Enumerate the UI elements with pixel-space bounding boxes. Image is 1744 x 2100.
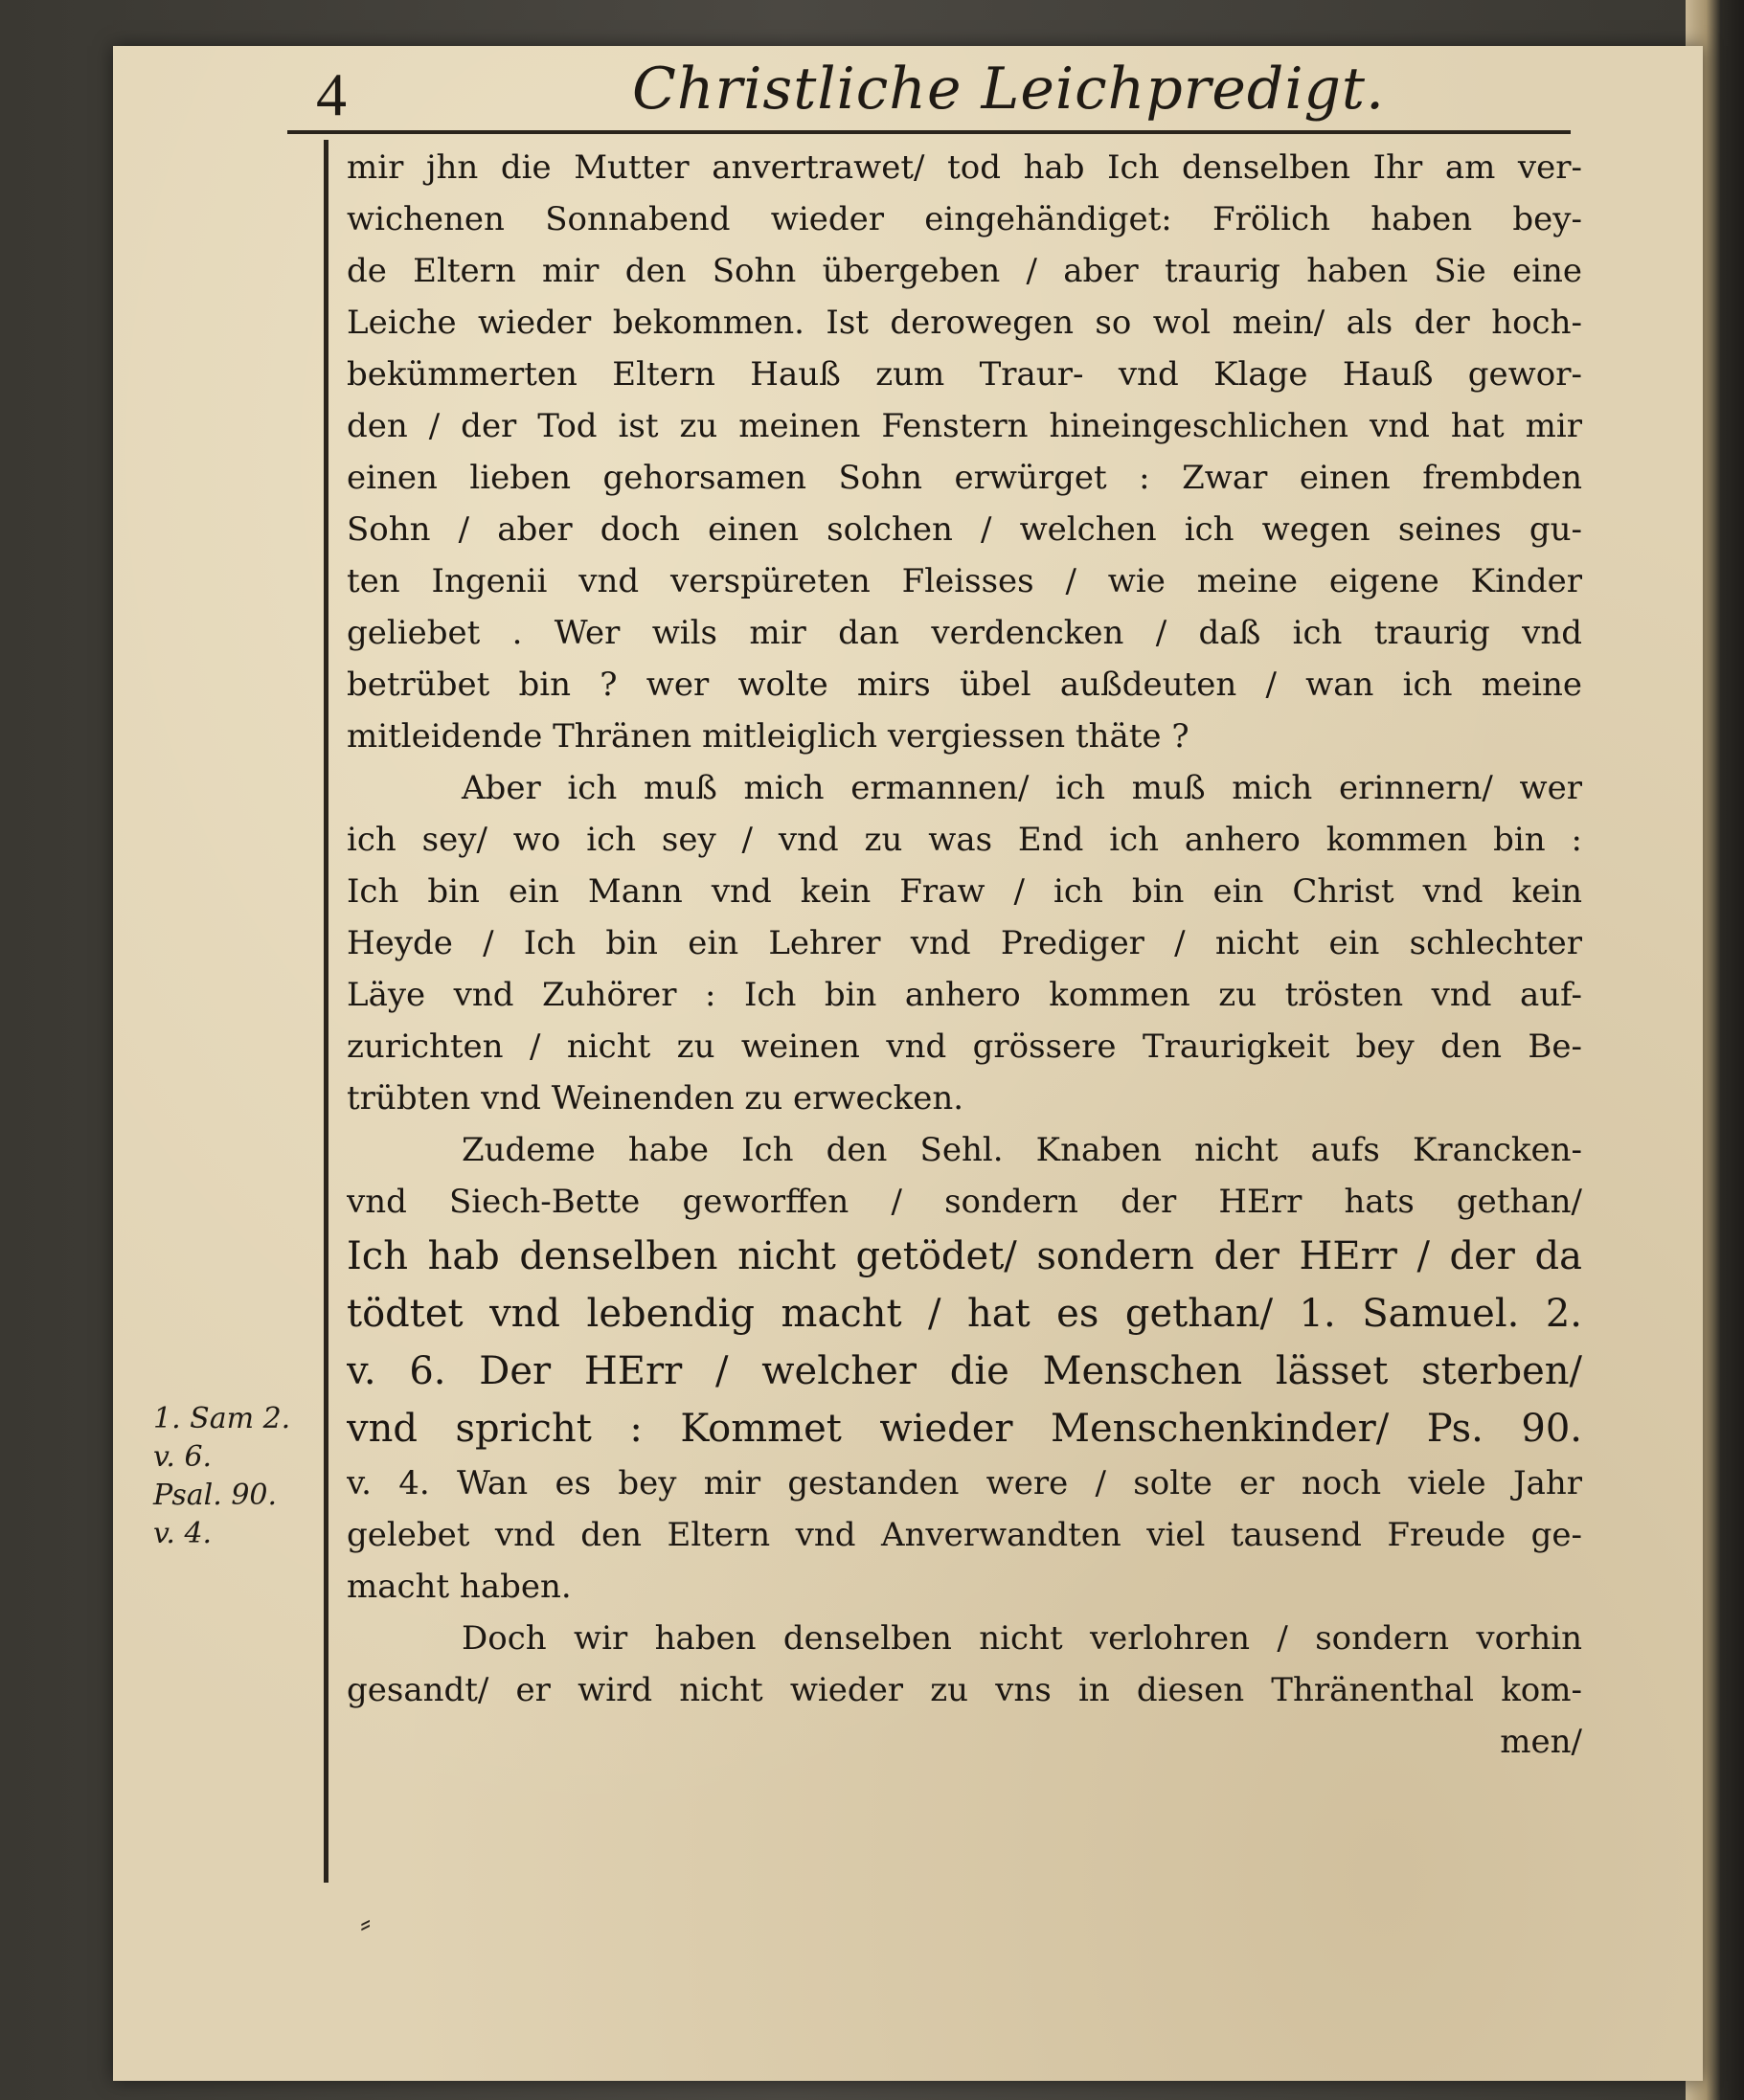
text-line: Ich hab denselben nicht getödet/ sondern der HErr / der da [347, 1234, 1582, 1278]
text-line: Sohn / aber doch einen solchen / welchen ich wegen seines gu- [347, 510, 1582, 549]
sermon-text [347, 142, 1582, 1768]
margin-note: 1. Sam 2. [153, 1402, 291, 1435]
text-line: v. 6. Der HErr / welcher die Menschen lässet sterben/ [347, 1349, 1582, 1393]
text-line: Läye vnd Zuhörer : Ich bin anhero kommen zu trösten vnd auf- [347, 976, 1582, 1014]
text-line: v. 4. Wan es bey mir gestanden were / solte er noch viele Jahr [347, 1464, 1582, 1502]
text-line: mitleidende Thränen mitleiglich vergiessen thäte ? [347, 717, 1189, 756]
text-line: Heyde / Ich bin ein Lehrer vnd Prediger / nicht ein schlechter [347, 924, 1582, 962]
text-line: einen lieben gehorsamen Sohn erwürget : Zwar einen frembden [347, 459, 1582, 497]
margin-note: v. 4. [153, 1517, 213, 1550]
margin-notes [153, 1400, 316, 1553]
text-line: ten Ingenii vnd verspüreten Fleisses / wie meine eigene Kinder [347, 562, 1582, 600]
text-line: mir jhn die Mutter anvertrawet/ tod hab Ich denselben Ihr am ver- [347, 148, 1582, 187]
catchword: men/ [1500, 1723, 1582, 1761]
text-line: betrübet bin ? wer wolte mirs übel außdeuten / wan ich meine [347, 666, 1582, 704]
ink-mark: ⸗ [360, 1904, 372, 1942]
text-line: de Eltern mir den Sohn übergeben / aber traurig haben Sie eine [347, 252, 1582, 290]
text-line: tödtet vnd lebendig macht / hat es gethan/ 1. Samuel. 2. [347, 1292, 1582, 1336]
text-line: Leiche wieder bekommen. Ist derowegen so wol mein/ als der hoch- [347, 304, 1582, 342]
text-line: Aber ich muß mich ermannen/ ich muß mich erinnern/ wer [462, 769, 1582, 807]
text-line: Zudeme habe Ich den Sehl. Knaben nicht aufs Krancken- [462, 1131, 1582, 1169]
text-line: zurichten / nicht zu weinen vnd grössere Traurigkeit bey den Be- [347, 1027, 1582, 1066]
text-line: wichenen Sonnabend wieder eingehändiget: Frölich haben bey- [347, 200, 1582, 238]
text-line: ich sey/ wo ich sey / vnd zu was End ich anhero kommen bin : [347, 821, 1582, 859]
text-line: trübten vnd Weinenden zu erwecken. [347, 1079, 964, 1118]
margin-note: Psal. 90. [153, 1479, 278, 1512]
text-line: vnd Siech-Bette geworffen / sondern der HErr hats gethan/ [347, 1183, 1582, 1221]
text-line: gesandt/ er wird nicht wieder zu vns in diesen Thränenthal kom- [347, 1671, 1582, 1709]
text-line: Ich bin ein Mann vnd kein Fraw / ich bin ein Christ vnd kein [347, 872, 1582, 911]
text-line: macht haben. [347, 1568, 572, 1606]
text-line: bekümmerten Eltern Hauß zum Traur- vnd Klage Hauß gewor- [347, 355, 1582, 394]
text-line: geliebet . Wer wils mir dan verdencken / daß ich traurig vnd [347, 614, 1582, 652]
text-line: gelebet vnd den Eltern vnd Anverwandten viel tausend Freude ge- [347, 1516, 1582, 1554]
margin-note: v. 6. [153, 1440, 213, 1474]
header-rule [287, 130, 1571, 134]
margin-rule [324, 140, 328, 1883]
running-head: Christliche Leichpredigt. [632, 56, 1386, 123]
page-number: 4 [316, 60, 347, 128]
text-line: vnd spricht : Kommet wieder Menschenkinder/ Ps. 90. [347, 1407, 1582, 1451]
text-line: Doch wir haben denselben nicht verlohren / sondern vorhin [462, 1619, 1582, 1658]
text-line: den / der Tod ist zu meinen Fenstern hineingeschlichen vnd hat mir [347, 407, 1582, 445]
